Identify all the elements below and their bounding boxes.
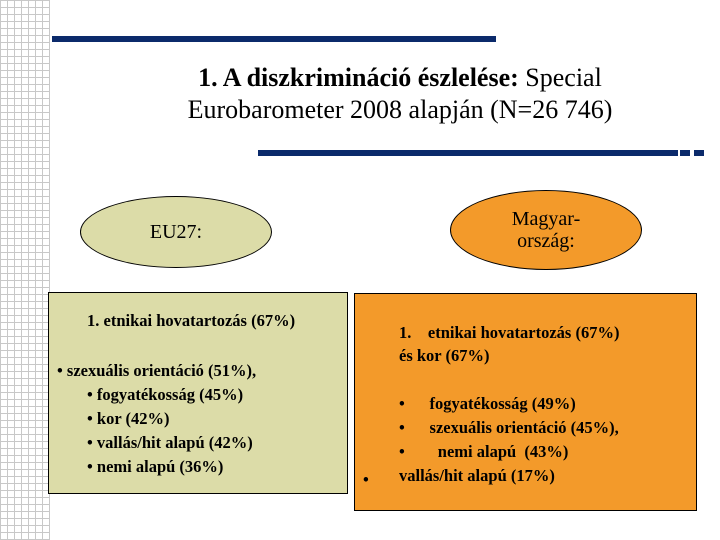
- list-bullet: •: [363, 470, 369, 489]
- top-accent-bar: [52, 36, 496, 42]
- slide-title: [150, 62, 650, 126]
- list-item: • vallás/hit alapú (42%): [87, 433, 253, 452]
- list-item: és kor (67%): [399, 346, 490, 365]
- accent-square: [680, 150, 690, 156]
- slide-title-rest: Special Eurobarometer 2008 alapján (N=26 746): [187, 63, 613, 124]
- eu27-label: EU27:: [149, 221, 203, 243]
- list-item: 1. etnikai hovatartozás (67%): [399, 323, 620, 342]
- list-item: • fogyatékosság (45%): [87, 385, 244, 404]
- hungary-label-line1: Magyar-: [511, 208, 581, 230]
- hungary-label: [512, 208, 580, 252]
- list-item: • nemi alapú (36%): [87, 457, 224, 476]
- hungary-list-box: [354, 293, 697, 511]
- list-item: vallás/hit alapú (17%): [399, 466, 555, 485]
- bottom-accent-bar: [258, 150, 678, 156]
- list-item: • nemi alapú (43%): [399, 442, 569, 461]
- hungary-ellipse: [450, 190, 642, 270]
- slide-title-bold: 1. A diszkrimináció észlelése:: [198, 63, 519, 92]
- list-item: • szexuális orientáció (45%),: [399, 418, 619, 437]
- grid-pattern-decoration: [0, 0, 50, 540]
- list-item: • kor (42%): [87, 409, 170, 428]
- eu27-ellipse: [80, 196, 272, 268]
- eu27-list-box: [48, 292, 348, 494]
- list-item: 1. etnikai hovatartozás (67%): [87, 311, 296, 330]
- accent-square: [694, 150, 704, 156]
- hungary-label-line2: ország:: [517, 230, 575, 252]
- list-item: • szexuális orientáció (51%),: [57, 361, 257, 380]
- list-item: • fogyatékosság (49%): [399, 394, 576, 413]
